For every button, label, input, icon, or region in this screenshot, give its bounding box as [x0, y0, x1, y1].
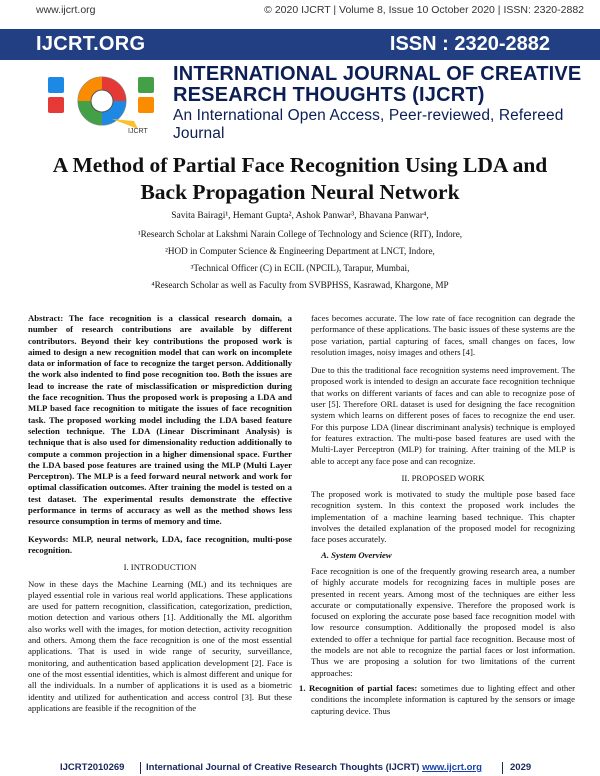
journal-title-line1: INTERNATIONAL JOURNAL OF CREATIVE [173, 63, 582, 85]
paragraph-1: faces becomes accurate. The low rate of face recognition can degrade the performance of these applications. The basic issues of these systems are the pose variation, partial capturing of faces, small changes on faces, low resolution images, noisy images and others [4]. [311, 313, 575, 357]
paragraph-3: The proposed work is motivated to study the multiple pose based face recognition system. In this context the proposed work includes the implementation of a machine learning based technique. This chapter involves the detailed explanation of the proposed model for recognizing face poses accurately. [311, 489, 575, 545]
footer-id: IJCRT2010269 [60, 762, 125, 773]
footer-url[interactable]: www.ijcrt.org [422, 762, 482, 773]
footer-page-number: 2029 [510, 762, 532, 773]
journal-logo [42, 63, 160, 135]
paragraph-4: Face recognition is one of the frequently growing research area, a number of highly accurate models for recognizing faces in multiple poses are presented in recent years. Among most of the techniques are either less accurate or computationally expensive. Therefore the proposed work is focused on exploring the accurate pose based face recognition model with low resource consumption. Additionally the proposed model is also extended to offer a technique for partial face recognition. Because most of the models are not able to recognize the partial faces or lost information. Thus we are proposing a solution for two limitations of the current approaches: [311, 565, 575, 678]
footer-journal [146, 762, 482, 773]
footer-divider [502, 762, 503, 774]
page-footer [0, 761, 600, 776]
journal-subtitle: An International Open Access, Peer-reviewed, Refereed Journal [173, 107, 564, 142]
banner-org: IJCRT.ORG [36, 33, 146, 55]
site-url[interactable]: www.ijcrt.org [36, 4, 96, 16]
journal-title [173, 64, 581, 106]
logo-lettering: IJCRT [128, 128, 148, 135]
affiliation-3: ³Technical Officer (C) in ECIL (NPCIL), Tarapur, Mumbai, [190, 263, 410, 273]
introduction-paragraph: Now in these days the Machine Learning (ML) and its techniques are played essential role in various real world applications. These applications are used for pattern recognition, classification, categorization, prediction, motion detection and various others [1]. Additionally the ML algorithm also works well with the images, for motion detection, activity recognition and others. Among them the face recognition is one of the most essential applications. That is used in wide range of security, surveillance, monitoring, and authentication based application development [2]. Face is one of the most essential identities, which is almost different and unique for all the individuals. In a number of applications it is used as a biometric identity and utilized for authentication and access control [3]. But these applications are feasible if the recognition of the [28, 578, 292, 713]
paper-title-line2: Back Propagation Neural Network [140, 180, 460, 204]
paragraph-2: Due to this the traditional face recognition systems need improvement. The proposed work is intended to design an accurate face recognition technique that works on different variants of faces and can able to recognize pose of user [5]. Therefore ORL dataset is used for designing the face recognition system which learns on different poses of faces to recognize the end user. For this purpose LDA (linear discriminant analysis) technique is employed for features extraction. The multi-pose based features are used with the Multi-Layer Perceptron (MLP) for training. After training of the MLP is able to accept any face pose and can recognize. [311, 365, 575, 466]
journal-banner [0, 29, 600, 60]
list-item-text: sometimes due to lighting effect and other conditions the incomplete information is captured by the sensors or image capturing device. Thus [311, 682, 575, 716]
affiliation-2: ²HOD in Computer Science & Engineering Department at LNCT, Indore, [165, 246, 435, 256]
list-item [299, 682, 575, 717]
author-list: Savita Bairagi¹, Hemant Gupta², Ashok Panwar³, Bhavana Panwar⁴, [171, 211, 429, 221]
list-item-label: 1. Recognition of partial faces: [299, 682, 418, 693]
keywords: Keywords: MLP, neural network, LDA, face recognition, multi-pose recognition. [28, 533, 292, 555]
abstract: Abstract: The face recognition is a classical research domain, a number of research contributions are available by different contributors. Beyond their key contributions the proposed work is aimed to design a new recognition model that can work on incomplete data or information of face to recognize the target person. Additionally the work also indented to find pose recognition too. Both the issues are lead to increase the rate of misclassification or misprediction during the face recognition. Thus the proposed work is proposing a LDA and MLP based face recognition to mitigate the issues of face recognition task. The proposed working model including the LDA based feature selection technique. The LDA (Linear Discriminant Analysis) is technique that is also used for dimensionality reduction additionally to compute a common projection in a higher dimensional space. Further the LDA based pose features are trained using the MLP (Multi Layer Perceptron). The MLP is a feed forward neural network and work for optimal classification outcomes. After training the model is tested on a test dataset. The experimental results demonstrate the effective performance in terms of accuracy as well as the method shows less resource consumption in terms of memory and time. [28, 313, 292, 527]
right-column [299, 313, 575, 721]
footer-divider [140, 762, 141, 774]
journal-title-line2: RESEARCH THOUGHTS (IJCRT) [173, 84, 485, 106]
citation-line: © 2020 IJCRT | Volume 8, Issue 10 October 2020 | ISSN: 2320-2882 [264, 4, 584, 16]
footer-journal-name: International Journal of Creative Research Thoughts (IJCRT) [146, 762, 420, 773]
running-header [0, 0, 600, 18]
affiliation-4: ⁴Research Scholar as well as Faculty from SVBPHSS, Kasrawad, Khargone, MP [151, 280, 449, 290]
section-heading-introduction: I. INTRODUCTION [123, 562, 197, 573]
left-column [28, 313, 292, 718]
paper-title-line1: A Method of Partial Face Recognition Using LDA and [52, 153, 548, 177]
paper-title [0, 152, 600, 206]
affiliation-1: ¹Research Scholar at Lakshmi Narain College of Technology and Science (RIT), Indore, [137, 229, 463, 239]
banner-issn: ISSN : 2320-2882 [389, 33, 550, 55]
section-heading-proposed-work: II. PROPOSED WORK [401, 472, 485, 483]
subsection-heading: A. System Overview [321, 549, 392, 560]
